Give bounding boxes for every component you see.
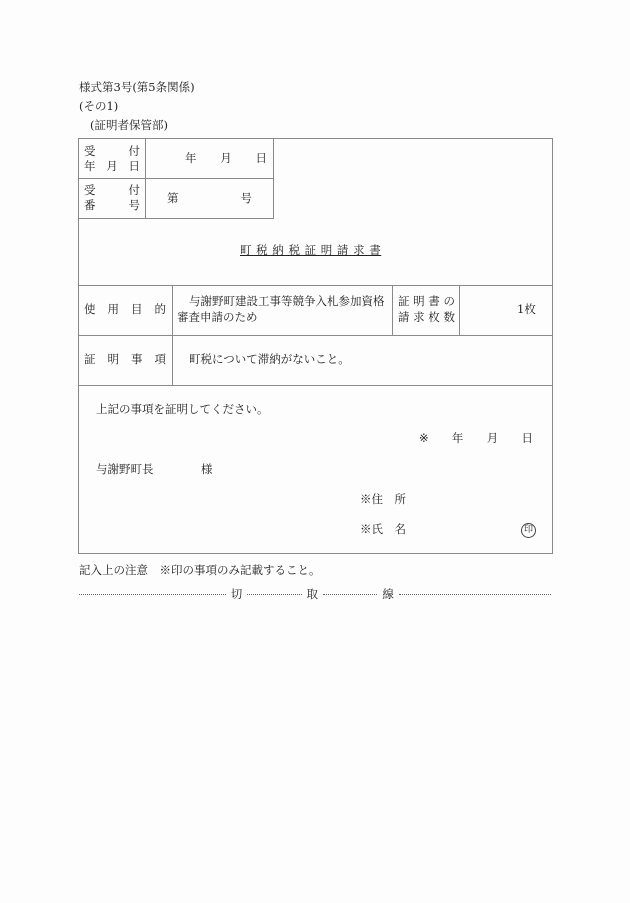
purpose-label: 使 用 目 的	[84, 302, 166, 316]
certification-label: 証 明 事 項	[84, 352, 166, 366]
honorific: 様	[201, 462, 213, 476]
address-label: ※住 所	[360, 492, 406, 506]
receipt-date-field[interactable]: 年 月 日	[185, 151, 267, 165]
name-field[interactable]	[405, 520, 515, 538]
document-title: 町 税 納 税 証 明 請 求 書	[240, 243, 382, 257]
copy-label: (証明者保管部)	[90, 118, 168, 132]
receipt-number-field[interactable]: 第 号	[167, 191, 252, 205]
request-date-field[interactable]: ※ 年 月 日	[419, 431, 533, 445]
cut-line: 切 取 線	[79, 589, 551, 601]
copies-value[interactable]: 1枚	[517, 302, 536, 316]
form-part: (その1)	[79, 99, 119, 113]
form-number: 様式第3号(第5条関係)	[79, 80, 195, 94]
request-statement: 上記の事項を証明してください。	[96, 402, 269, 416]
name-label: ※氏 名	[360, 522, 406, 536]
addressee: 与謝野町長	[96, 462, 154, 476]
dotted-segment	[247, 594, 301, 595]
certification-value: 町税について滞納がないこと。	[189, 352, 350, 366]
entry-note: 記入上の注意 ※印の事項のみ記載すること。	[79, 563, 321, 577]
dotted-segment	[79, 594, 226, 595]
address-field[interactable]	[405, 490, 545, 508]
dotted-segment	[323, 594, 377, 595]
dotted-segment	[399, 594, 551, 595]
seal-icon: 印	[521, 523, 536, 538]
